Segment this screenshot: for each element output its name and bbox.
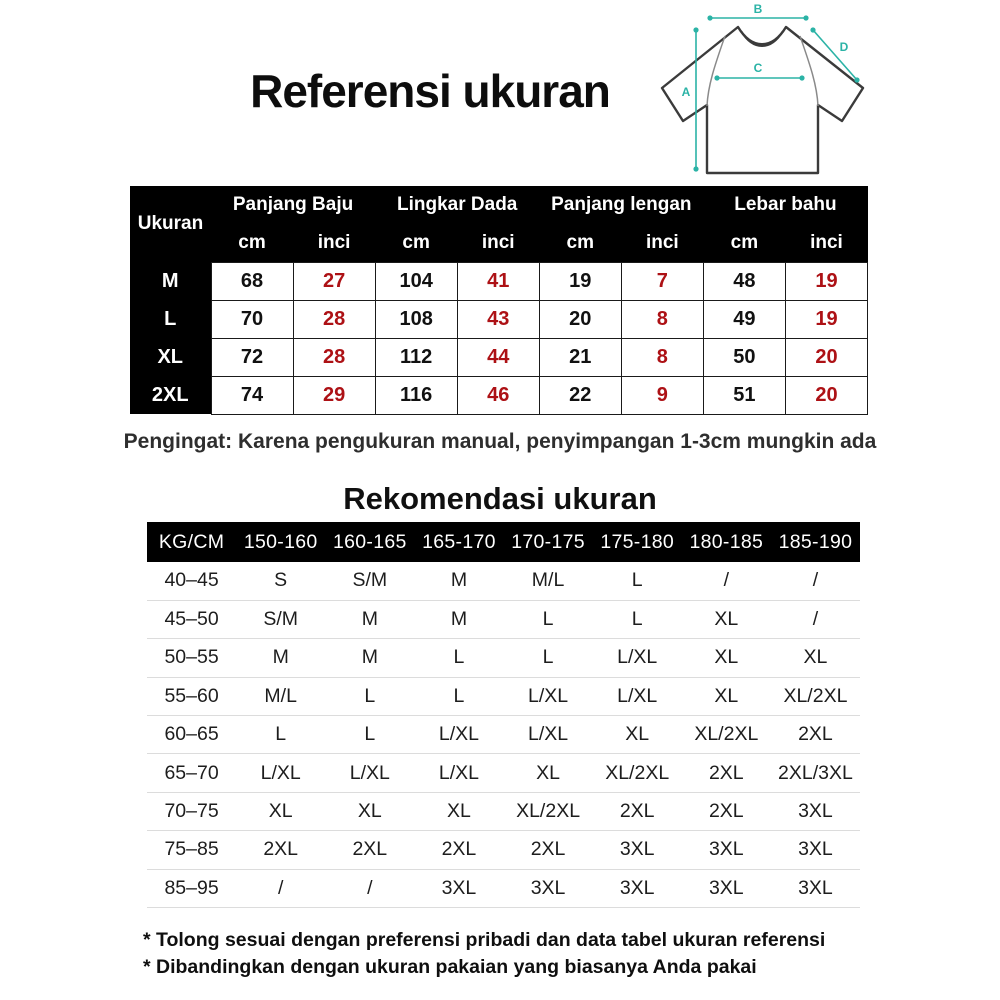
recommended-size: 2XL	[682, 792, 771, 830]
weight-range-label: 70–75	[147, 792, 236, 830]
height-range-header: 160-165	[325, 522, 414, 562]
recommended-size: 3XL	[771, 792, 860, 830]
value-cm: 19	[539, 262, 621, 300]
recommend-table-row	[147, 677, 860, 715]
tshirt-diagram-icon	[640, 2, 876, 178]
recommended-size: /	[771, 600, 860, 638]
recommended-size: /	[682, 562, 771, 600]
unit-header: inci	[785, 224, 867, 262]
recommended-size: XL	[325, 792, 414, 830]
size-table-group-row	[130, 186, 868, 224]
weight-range-label: 40–45	[147, 562, 236, 600]
measure-label-d: D	[839, 40, 849, 54]
recommended-size: XL	[682, 600, 771, 638]
size-reference-table	[130, 186, 868, 415]
recommended-size: M	[414, 600, 503, 638]
size-label: M	[130, 262, 211, 300]
recommended-size: S/M	[325, 562, 414, 600]
unit-header: cm	[539, 224, 621, 262]
value-inci: 8	[621, 300, 703, 338]
height-range-header: 185-190	[771, 522, 860, 562]
value-cm: 50	[703, 338, 785, 376]
value-inci: 29	[293, 376, 375, 414]
recommend-table-row	[147, 792, 860, 830]
weight-range-label: 50–55	[147, 639, 236, 677]
unit-header: cm	[211, 224, 293, 262]
recommended-size: M	[414, 562, 503, 600]
size-table-row	[130, 376, 868, 414]
recommended-size: L	[325, 716, 414, 754]
recommend-table-row	[147, 600, 860, 638]
recommended-size: 2XL	[593, 792, 682, 830]
size-table-row	[130, 300, 868, 338]
recommended-size: /	[325, 869, 414, 907]
recommended-size: 3XL	[414, 869, 503, 907]
value-cm: 49	[703, 300, 785, 338]
recommended-size: S/M	[236, 600, 325, 638]
recommended-size: XL	[593, 716, 682, 754]
value-inci: 43	[457, 300, 539, 338]
value-inci: 19	[785, 300, 867, 338]
recommended-size: /	[771, 562, 860, 600]
size-label: XL	[130, 338, 211, 376]
recommended-size: L/XL	[236, 754, 325, 792]
weight-range-label: 75–85	[147, 831, 236, 869]
recommended-size: XL	[682, 677, 771, 715]
recommended-size: XL	[414, 792, 503, 830]
tshirt-outline	[662, 27, 863, 173]
measure-line-b	[707, 15, 808, 20]
recommend-table-row	[147, 831, 860, 869]
recommended-size: 2XL	[682, 754, 771, 792]
value-cm: 48	[703, 262, 785, 300]
value-cm: 104	[375, 262, 457, 300]
measurement-reminder-note: Pengingat: Karena pengukuran manual, penyimpangan 1-3cm mungkin ada	[123, 430, 877, 453]
size-label: 2XL	[130, 376, 211, 414]
value-cm: 51	[703, 376, 785, 414]
recommended-size: XL/2XL	[682, 716, 771, 754]
size-table-unit-row	[130, 224, 868, 262]
recommended-size: XL/2XL	[504, 792, 593, 830]
recommend-table-row	[147, 754, 860, 792]
recommended-size: L	[414, 677, 503, 715]
value-inci: 27	[293, 262, 375, 300]
recommended-size: L/XL	[504, 716, 593, 754]
size-table-body	[130, 262, 868, 414]
recommended-size: 3XL	[682, 869, 771, 907]
recommended-size: /	[236, 869, 325, 907]
footnote-line: * Dibandingkan dengan ukuran pakaian yang biasanya Anda pakai	[143, 956, 757, 978]
recommended-size: 3XL	[771, 831, 860, 869]
value-cm: 112	[375, 338, 457, 376]
height-range-header: 150-160	[236, 522, 325, 562]
unit-header: cm	[375, 224, 457, 262]
height-range-header: 165-170	[414, 522, 503, 562]
size-table-corner-label: Ukuran	[130, 186, 211, 262]
recommended-size: L/XL	[593, 677, 682, 715]
unit-header: inci	[293, 224, 375, 262]
footnote-line: * Tolong sesuai dengan preferensi pribadi dan data tabel ukuran referensi	[143, 929, 826, 951]
value-inci: 41	[457, 262, 539, 300]
recommended-size: 3XL	[771, 869, 860, 907]
recommended-size: L	[593, 562, 682, 600]
recommended-size: XL	[236, 792, 325, 830]
recommended-size: XL	[504, 754, 593, 792]
value-cm: 108	[375, 300, 457, 338]
value-cm: 21	[539, 338, 621, 376]
height-range-header: 175-180	[593, 522, 682, 562]
footnotes	[143, 927, 825, 981]
weight-range-label: 65–70	[147, 754, 236, 792]
size-table-row	[130, 262, 868, 300]
recommend-table-row	[147, 639, 860, 677]
recommended-size: L	[325, 677, 414, 715]
recommended-size: L	[414, 639, 503, 677]
value-inci: 20	[785, 338, 867, 376]
recommended-size: S	[236, 562, 325, 600]
size-label: L	[130, 300, 211, 338]
recommended-size: L/XL	[414, 716, 503, 754]
value-inci: 46	[457, 376, 539, 414]
measure-label-a: A	[681, 85, 691, 99]
recommended-size: L/XL	[593, 639, 682, 677]
recommended-size: L	[236, 716, 325, 754]
value-cm: 68	[211, 262, 293, 300]
recommend-table-head-row	[147, 522, 860, 562]
size-recommendation-table	[147, 522, 860, 908]
recommended-size: M/L	[504, 562, 593, 600]
recommended-size: XL/2XL	[771, 677, 860, 715]
height-range-header: 170-175	[504, 522, 593, 562]
measure-label-b: B	[753, 2, 763, 16]
recommended-size: 2XL/3XL	[771, 754, 860, 792]
unit-header: inci	[457, 224, 539, 262]
value-inci: 19	[785, 262, 867, 300]
recommended-size: L/XL	[325, 754, 414, 792]
measure-group-header: Panjang Baju	[211, 186, 375, 224]
recommended-size: XL/2XL	[593, 754, 682, 792]
recommended-size: L	[504, 600, 593, 638]
value-cm: 116	[375, 376, 457, 414]
recommended-size: L/XL	[414, 754, 503, 792]
recommend-table-corner-label: KG/CM	[147, 522, 236, 562]
recommended-size: 3XL	[593, 869, 682, 907]
value-inci: 9	[621, 376, 703, 414]
recommended-size: 2XL	[771, 716, 860, 754]
tshirt-measurement-diagram	[640, 2, 876, 178]
recommended-size: 3XL	[504, 869, 593, 907]
value-cm: 20	[539, 300, 621, 338]
weight-range-label: 85–95	[147, 869, 236, 907]
value-inci: 8	[621, 338, 703, 376]
recommended-size: 3XL	[682, 831, 771, 869]
recommended-size: M	[325, 639, 414, 677]
height-range-header: 180-185	[682, 522, 771, 562]
recommended-size: 2XL	[236, 831, 325, 869]
value-cm: 22	[539, 376, 621, 414]
value-inci: 28	[293, 300, 375, 338]
unit-header: inci	[621, 224, 703, 262]
measure-label-c: C	[753, 61, 763, 75]
recommended-size: XL	[771, 639, 860, 677]
recommend-table-row	[147, 716, 860, 754]
recommended-size: 3XL	[593, 831, 682, 869]
weight-range-label: 55–60	[147, 677, 236, 715]
recommendation-section-title: Rekomendasi ukuran	[343, 481, 657, 516]
value-inci: 44	[457, 338, 539, 376]
recommended-size: M	[325, 600, 414, 638]
size-table-row	[130, 338, 868, 376]
unit-header: cm	[703, 224, 785, 262]
recommend-table-row	[147, 869, 860, 907]
recommended-size: M	[236, 639, 325, 677]
measure-group-header: Panjang lengan	[539, 186, 703, 224]
measure-group-header: Lebar bahu	[703, 186, 867, 224]
value-cm: 74	[211, 376, 293, 414]
weight-range-label: 45–50	[147, 600, 236, 638]
recommended-size: L/XL	[504, 677, 593, 715]
recommended-size: M/L	[236, 677, 325, 715]
value-inci: 28	[293, 338, 375, 376]
page-title: Referensi ukuran	[250, 65, 610, 117]
value-cm: 72	[211, 338, 293, 376]
recommended-size: L	[593, 600, 682, 638]
recommended-size: 2XL	[504, 831, 593, 869]
value-cm: 70	[211, 300, 293, 338]
recommend-table-body	[147, 562, 860, 908]
recommend-table-row	[147, 562, 860, 600]
value-inci: 7	[621, 262, 703, 300]
recommended-size: 2XL	[414, 831, 503, 869]
recommended-size: XL	[682, 639, 771, 677]
measure-group-header: Lingkar Dada	[375, 186, 539, 224]
recommended-size: 2XL	[325, 831, 414, 869]
weight-range-label: 60–65	[147, 716, 236, 754]
value-inci: 20	[785, 376, 867, 414]
recommended-size: L	[504, 639, 593, 677]
